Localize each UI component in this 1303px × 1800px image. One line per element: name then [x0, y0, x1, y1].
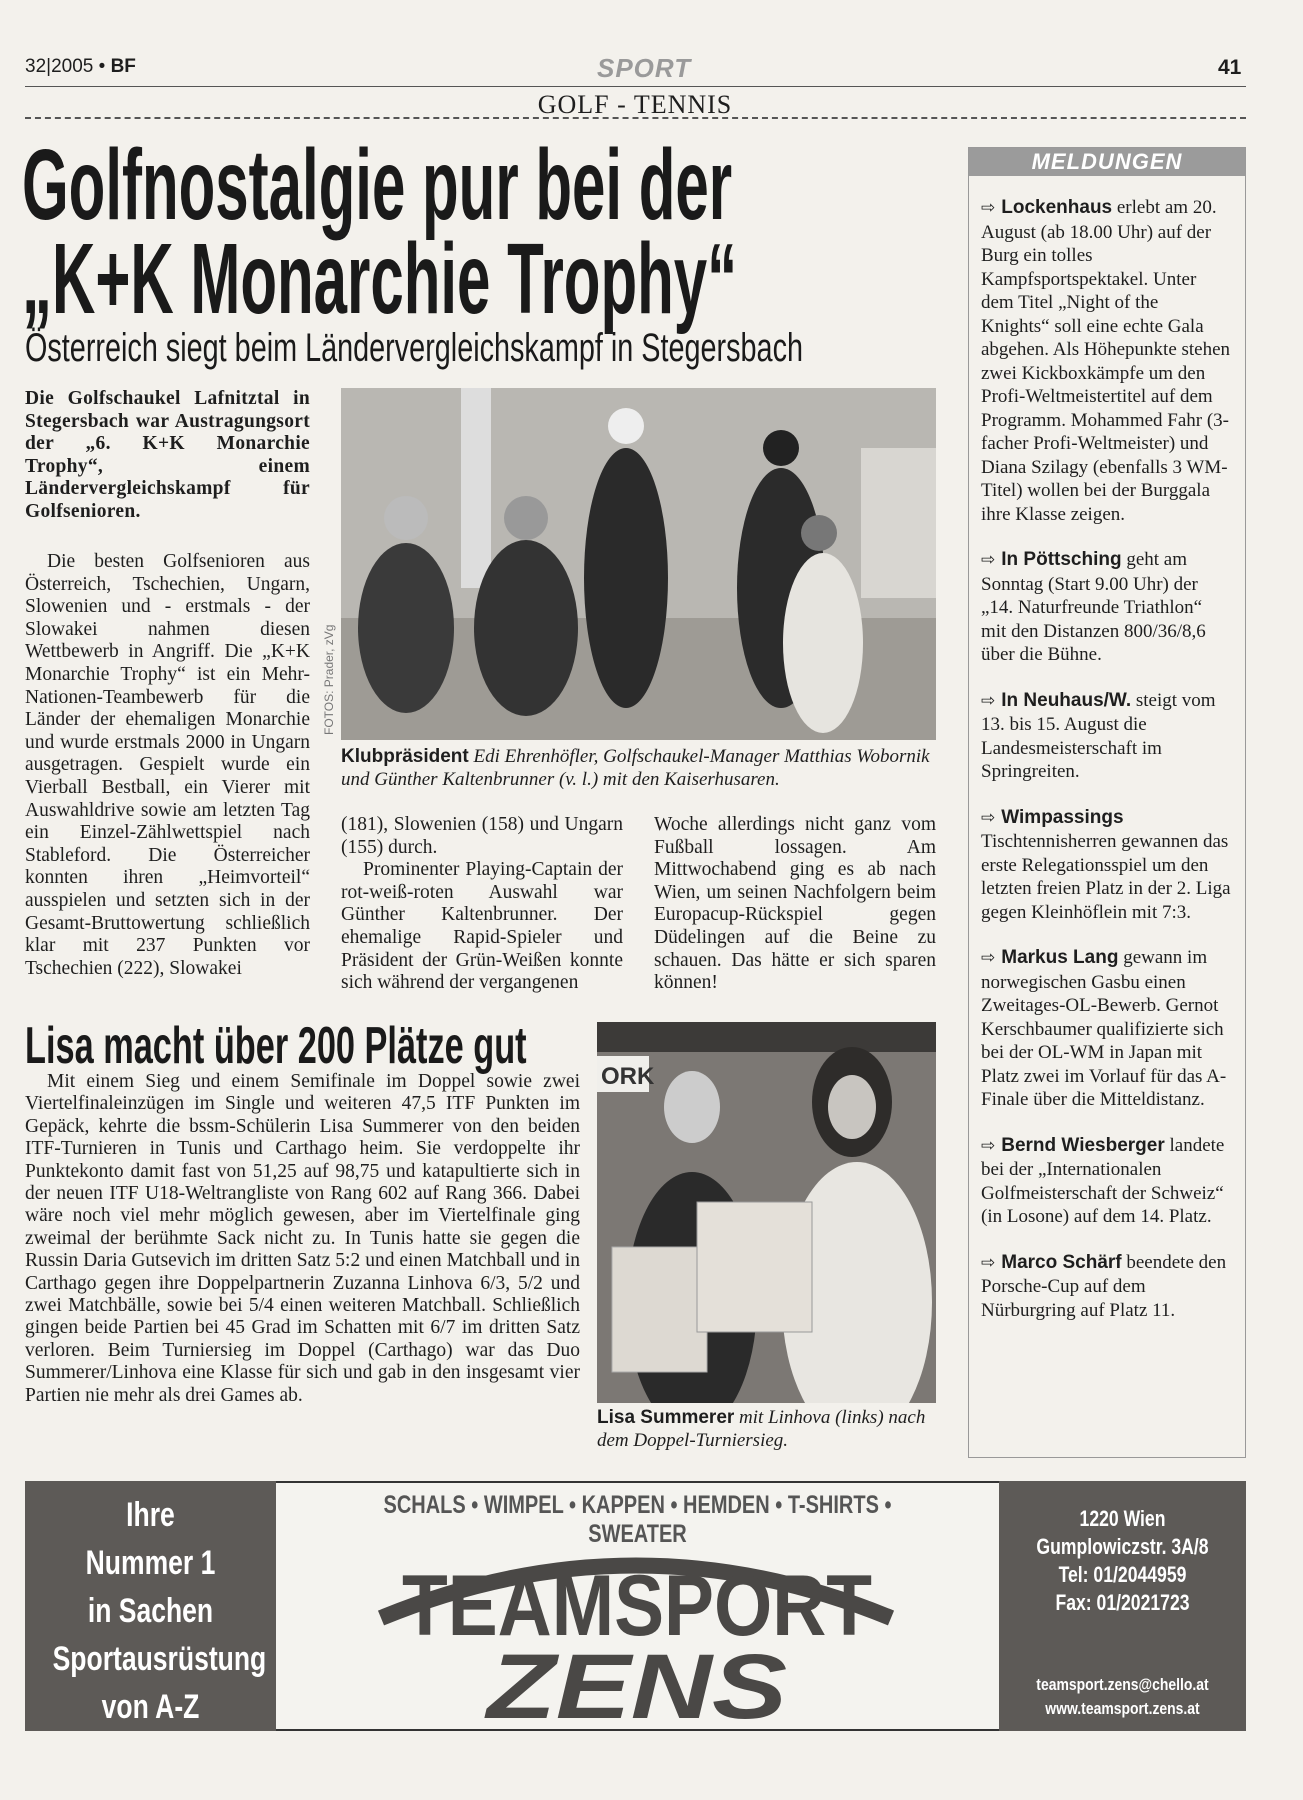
news-item: [981, 548, 1231, 667]
subsection-title: GOLF - TENNIS: [537, 90, 733, 119]
arrow-right-icon: ⇨: [981, 1252, 996, 1273]
phone: Tel: 01/2044959: [1058, 1562, 1187, 1587]
news-item: [981, 1134, 1231, 1229]
item-text: erlebt am 20. August (ab 18.00 Uhr) auf der Burg ein tolles Kampfsportspektakel. Unter dem Titel „Night of the Knights“ soll eine echte Gala abgehen. Als Höhepunkte stehen zwei Kickboxkämpfe um den Profi-Weltmeistertitel auf dem Programm. Mohammed Fahr (3-facher Profi-Weltmeister) und Diana Szilagy (ebenfalls 3 WM-Titel) wollen bei der Burggala ihre Klasse zeigen.: [981, 197, 1231, 525]
issue-number: 32|2005: [25, 56, 94, 77]
address-city: 1220 Wien: [1079, 1506, 1166, 1531]
arrow-right-icon: ⇨: [981, 948, 996, 968]
photo-caption-lisa: [597, 1406, 936, 1452]
headline-line-1: Golfnostalgie pur bei der: [22, 129, 733, 241]
caption-bold: Lisa Summerer: [597, 1407, 735, 1428]
item-text: landete bei der „Internationalen Golfmeisterschaft der Schweiz“ (in Losone) auf dem 14. Platz.: [981, 1134, 1225, 1227]
news-item: [981, 196, 1231, 526]
fax: Fax: 01/2021723: [1055, 1590, 1190, 1615]
caption-text: Edi Ehrenhöfler, Golfschaukel-Manager Matthias Wobornik und Günther Kaltenbrunner (v. l.) mit den Kaiserhusaren.: [341, 746, 930, 790]
headline-lisa: Lisa macht über 200 Plätze gut: [25, 1017, 527, 1075]
ad-slogan: [25, 1481, 276, 1731]
item-text: gewann im norwegischen Gasbu einen Zweitages-OL-Bewerb. Gernot Kerschbaumer qualifizierte sich bei der OL-WM in Japan mit Platz zwei im Vorlauf für das A-Finale über die Mitteldistanz.: [981, 947, 1227, 1110]
paragraph: (181), Slowenien (158) und Ungarn (155) durch.: [341, 814, 623, 858]
caption-bold: Klubpräsident: [341, 746, 469, 767]
item-lead: Bernd Wiesberger: [1001, 1134, 1165, 1156]
arrow-right-icon: ⇨: [981, 807, 996, 828]
advertisement-teamsport-zens: [25, 1481, 1246, 1731]
header-rule: [25, 86, 1246, 87]
photo-tennis-players: [597, 1022, 936, 1403]
paragraph: Woche allerdings nicht ganz vom Fußball lossagen. Am Mittwochabend ging es ab nach Wien, um seinen Nachfolgern beim Europacup-Rückspiel gegen Düdelingen auf die Beine zu schauen. Das hätte er sich sparen können!: [654, 814, 936, 994]
subheadline: Österreich siegt beim Ländervergleichskampf in Stegersbach: [25, 326, 803, 370]
headline-line-2: „K+K Monarchie Trophy“: [22, 223, 738, 335]
photo-caption: [341, 745, 936, 791]
article-body-lisa: [25, 1071, 580, 1407]
article-body-column-2: [341, 814, 623, 995]
item-text: Tischtennisherren gewannen das erste Relegationsspiel um den letzten freien Platz in der 2. Liga gegen Kleinhöflein mit 7:3.: [981, 831, 1231, 923]
logo-zens: ZENS: [483, 1636, 787, 1729]
bullet: •: [98, 56, 106, 77]
paragraph: Mit einem Sieg und einem Semifinale im Doppel sowie zwei Viertelfinaleinzügen im Single und weiteren 47,5 ITF Punkten im Gepäck, kehrte die bssm-Schülerin Lisa Summerer von den beiden ITF-Turnieren in Tunis und Carthago heim. Sie verdoppelte ihr Punktekonto damit fast von 51,25 auf 98,75 und katapultierte sich in der neuen ITF U18-Weltrangliste von Rang 602 auf Rang 366. Dabei wäre noch viel mehr möglich gewesen, aber im Viertelfinale ging zweimal der berühmte Sack nicht zu. In Tunis hatte sie gegen die Russin Daria Gutsevich im dritten Satz 5:2 und einen Matchball und in Carthago gegen ihre Doppelpartnerin Zuzanna Linhova 6/3, 5/2 und zwei Matchbälle, sowie bei 5/4 einen weiteren Matchball. Schließlich gingen beide Partien bei 45 Grad im Schatten mit 6/7 im dritten Satz verloren. Beim Turniersieg im Doppel (Carthago) war das Duo Summerer/Linhova eine Klasse für sich und gab in den insgesamt vier Partien nie mehr als drei Games ab.: [25, 1071, 580, 1406]
ad-products: SCHALS • WIMPEL • KAPPEN • HEMDEN • T-SHIRTS • SWEATER: [383, 1491, 892, 1548]
news-item: [981, 689, 1231, 784]
arrow-right-icon: ⇨: [981, 198, 996, 218]
photo-credit: FOTOS: Prader, zVg: [322, 624, 336, 735]
publication-name: BF: [110, 56, 136, 77]
slogan-line: in Sachen: [87, 1592, 214, 1630]
photo-illustration: [341, 388, 936, 740]
news-item: [981, 1251, 1231, 1323]
section-title: SPORT: [597, 53, 692, 83]
sidebar-title: MELDUNGEN: [969, 148, 1245, 176]
issue-info: [25, 56, 136, 78]
slogan-line: Ihre: [126, 1496, 175, 1534]
news-item: [981, 946, 1231, 1112]
dashed-divider: [25, 117, 1246, 119]
item-lead: Marco Schärf: [1001, 1251, 1122, 1273]
logo-teamsport: TEAMSPORT: [402, 1558, 872, 1654]
page-number: 41: [1218, 56, 1242, 79]
item-text: beendete den Porsche-Cup auf dem Nürburgring auf Platz 11.: [981, 1251, 1227, 1321]
news-item: [981, 806, 1231, 925]
website: www.teamsport.zens.at: [1045, 1699, 1200, 1718]
arrow-right-icon: ⇨: [981, 1135, 996, 1156]
item-lead: Wimpassings: [1001, 806, 1124, 828]
item-lead: In Neuhaus/W.: [1001, 689, 1132, 711]
ad-contact: [999, 1481, 1246, 1731]
address-street: Gumplowiczstr. 3A/8: [1036, 1534, 1209, 1559]
sidebar-items: [981, 196, 1231, 1344]
article-lead: Die Golfschaukel Lafnitztal in Stegersbach war Austragungsort der „6. K+K Monarchie Trophy“, einem Ländervergleichskampf für Golfsenioren.: [25, 388, 310, 522]
item-text: geht am Sonntag (Start 9.00 Uhr) der „14. Naturfreunde Triathlon“ mit den Distanzen 800/36/8,6 über die Bühne.: [981, 549, 1206, 665]
slogan-line: Nummer 1: [85, 1544, 216, 1582]
item-lead: Lockenhaus: [1001, 197, 1113, 218]
item-text: steigt vom 13. bis 15. August die Landesmeisterschaft im Springreiten.: [981, 689, 1216, 782]
photo-illustration: [597, 1022, 936, 1403]
arrow-right-icon: ⇨: [981, 550, 996, 570]
article-body-column-3: [654, 814, 936, 995]
teamsport-zens-logo: [276, 1523, 999, 1729]
email: teamsport.zens@chello.at: [1036, 1675, 1209, 1694]
banner-text: ORK: [601, 1063, 655, 1090]
caption-text: mit Linhova (links) nach dem Doppel-Turniersieg.: [597, 1407, 926, 1451]
article-body-column-1: [25, 551, 310, 980]
news-sidebar: [968, 147, 1246, 1458]
item-lead: In Pöttsching: [1001, 549, 1122, 570]
item-lead: Markus Lang: [1001, 947, 1119, 968]
paragraph: Die besten Golfsenioren aus Österreich, Tschechien, Ungarn, Slowenien und - erstmals - der Slowakei nahmen diesen Wettbewerb in Angriff. Die „K+K Monarchie Trophy“ ist ein Mehr-Nationen-Teambewerb für die Länder der ehemaligen Monarchie und wurde erstmals 2000 in Ungarn ausgetragen. Gespielt wurde ein Vierball Bestball, ein Vierer mit Auswahldrive sowie am letzten Tag ein Einzel-Zählwettspiel nach Stableford. Die Österreicher konnten ihren „Heimvorteil“ ausspielen und setzten sich in der Gesamt-Bruttowertung schließlich klar mit 237 Punkten vor Tschechien (222), Slowakei: [25, 551, 310, 979]
paragraph: Prominenter Playing-Captain der rot-weiß-roten Auswahl war Günther Kaltenbrunner. Der ehemalige Rapid-Spieler und Präsident der Grün-Weißen konnte sich während der vergangenen: [341, 859, 623, 994]
slogan-line: von A-Z: [101, 1688, 200, 1726]
photo-golf-hussars: [341, 388, 936, 740]
ad-logo-panel: [276, 1481, 999, 1731]
arrow-right-icon: ⇨: [981, 690, 996, 711]
slogan-line: Sportausrüstung: [52, 1640, 267, 1678]
